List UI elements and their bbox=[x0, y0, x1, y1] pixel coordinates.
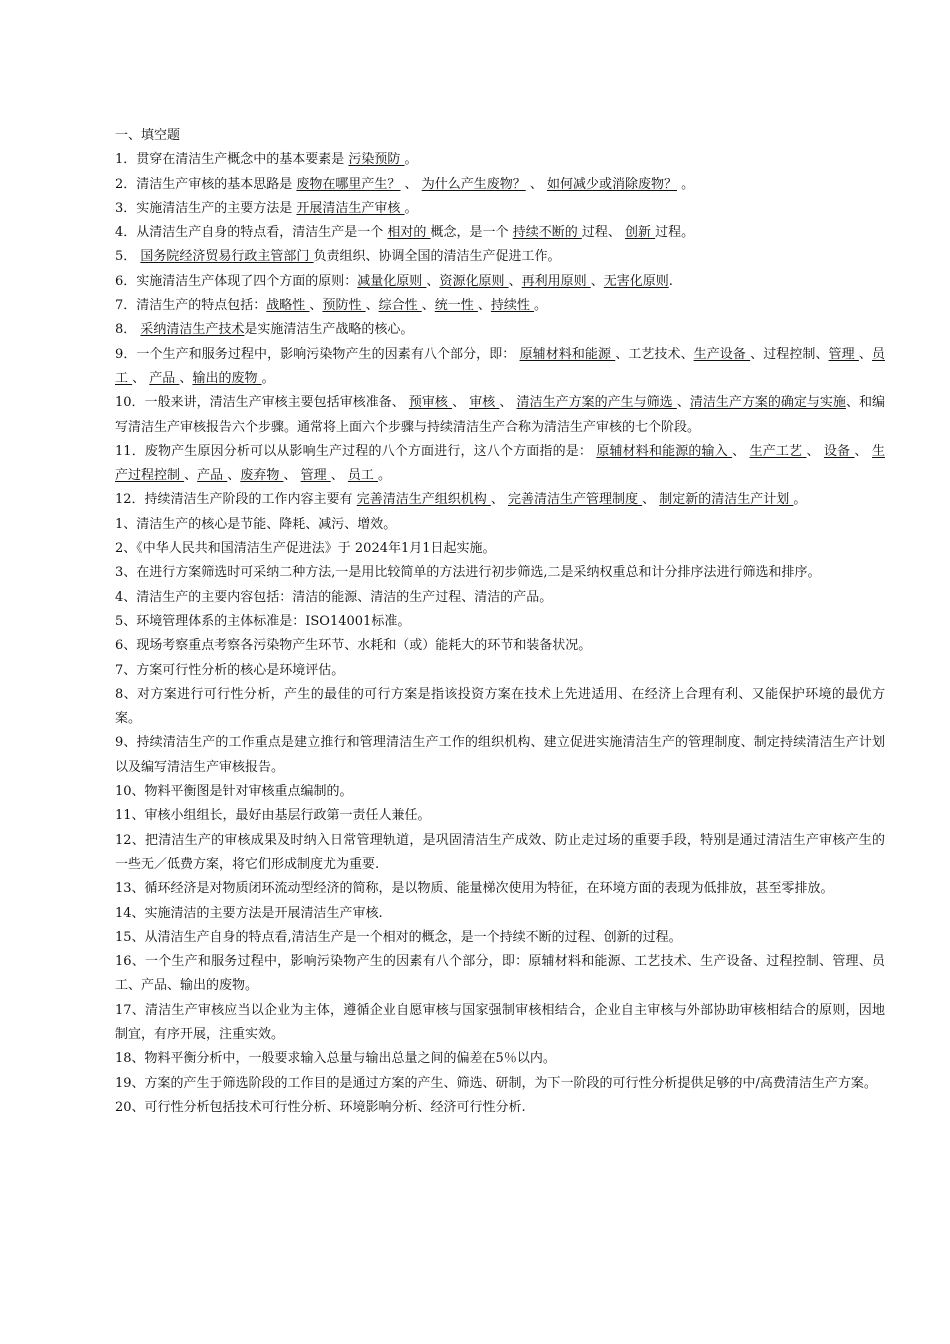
answer-blank: 管理 bbox=[300, 468, 331, 484]
answer-blank: 产品 bbox=[197, 468, 228, 484]
statement-item: 11、审核小组组长，最好由基层行政第一责任人兼任。 bbox=[115, 808, 431, 824]
statement-item: 4、清洁生产的主要内容包括：清洁的能源、清洁的生产过程、清洁的产品。 bbox=[115, 589, 553, 605]
statement-item: 17、清洁生产审核应当以企业为主体，遵循企业自愿审核与国家强制审核相结合，企业自主审核与外部协助审核相结合的原则，因地制宜，有序开展，注重实效。 bbox=[115, 1002, 885, 1042]
statement-item: 6、现场考察重点考察各污染物产生环节、水耗和（或）能耗大的环节和装备状况。 bbox=[115, 638, 592, 654]
question-text: 、和编写清洁生产审核报告六个步骤。通常将上面六个步骤与持续清洁生产合称为清洁生产审核的七个阶段。 bbox=[115, 395, 885, 435]
statement-item: 16、一个生产和服务过程中，影响污染物产生的因素有八个部分，即：原辅材料和能源、工艺技术、生产设备、过程控制、管理、员工、产品、输出的废物。 bbox=[115, 954, 885, 994]
fill-in-question bbox=[115, 148, 885, 172]
fill-in-question bbox=[115, 318, 885, 342]
statement-item: 3、在进行方案筛选时可采纳二种方法,一是用比较简单的方法进行初步筛选,二是采纳权重总和计分排序法进行筛选和排序。 bbox=[115, 565, 821, 581]
statement-list bbox=[115, 513, 885, 1120]
question-text: 10．一般来讲，清洁生产审核主要包括审核准备、 bbox=[115, 395, 409, 411]
answer-blank: 无害化原则 bbox=[603, 273, 669, 289]
fill-in-question bbox=[115, 270, 885, 294]
answer-blank: 预防性 bbox=[322, 298, 366, 314]
statement-item: 19、方案的产生于筛选阶段的工作目的是通过方案的产生、筛选、研制，为下一阶段的可行性分析提供足够的中/高费清洁生产方案。 bbox=[115, 1075, 877, 1091]
answer-blank: 完善清洁生产管理制度 bbox=[507, 492, 643, 508]
fill-in-question bbox=[115, 197, 885, 221]
question-text: 是实施清洁生产战略的核心。 bbox=[244, 322, 414, 338]
question-text: 、 bbox=[732, 443, 750, 459]
question-text: 。 bbox=[676, 176, 695, 192]
answer-blank: 国务院经济贸易行政主管部门 bbox=[140, 249, 314, 265]
question-text: 概念，是一个 bbox=[430, 225, 513, 241]
question-text: . bbox=[668, 273, 673, 289]
question-text: 、 bbox=[590, 273, 604, 289]
statement-item: 20、可行性分析包括技术可行性分析、环境影响分析、经济可行性分析. bbox=[115, 1099, 526, 1115]
question-text: 、 bbox=[283, 468, 301, 484]
document-page bbox=[115, 124, 885, 1120]
question-text: 、 bbox=[132, 370, 150, 386]
question-text: 2．清洁生产审核的基本思路是 bbox=[115, 176, 297, 192]
question-text: 过程、 bbox=[581, 225, 625, 241]
answer-blank: 完善清洁生产组织机构 bbox=[356, 492, 491, 508]
fill-in-question bbox=[115, 488, 885, 512]
fill-in-question bbox=[115, 343, 885, 392]
statement-item: 14、实施清洁的主要方法是开展清洁生产审核. bbox=[115, 905, 383, 921]
answer-blank: 废弃物 bbox=[240, 468, 284, 484]
answer-blank: 战略性 bbox=[266, 298, 310, 314]
question-text: 、 bbox=[365, 298, 379, 314]
answer-blank: 清洁生产方案的确定与实施 bbox=[689, 395, 846, 411]
statement-item: 15、从清洁生产自身的特点看,清洁生产是一个相对的概念，是一个持续不断的过程、创新的过程。 bbox=[115, 929, 682, 945]
question-text: 4．从清洁生产自身的特点看，清洁生产是一个 bbox=[115, 225, 388, 241]
fill-in-question bbox=[115, 440, 885, 489]
fill-in-question bbox=[115, 245, 885, 269]
answer-blank: 制定新的清洁生产计划 bbox=[659, 492, 794, 508]
fill-in-question bbox=[115, 294, 885, 318]
question-text: 3．实施清洁生产的主要方法是 bbox=[115, 200, 297, 216]
fill-in-question bbox=[115, 173, 885, 197]
answer-blank: 管理 bbox=[828, 346, 859, 362]
statement-item: 13、循环经济是对物质闭环流动型经济的简称，是以物质、能量梯次使用为特征，在环境方面的表现为低排放，甚至零排放。 bbox=[115, 881, 834, 897]
answer-blank: 持续不断的 bbox=[512, 225, 582, 241]
question-text: 、 bbox=[421, 298, 435, 314]
statement-item: 10、物料平衡图是针对审核重点编制的。 bbox=[115, 784, 353, 800]
question-text: 、 bbox=[179, 370, 193, 386]
question-text: 、 bbox=[508, 273, 522, 289]
answer-blank: 如何减少或消除废物？ bbox=[546, 176, 677, 192]
question-text: 、 bbox=[330, 468, 348, 484]
question-text: 7．清洁生产的特点包括： bbox=[115, 298, 267, 314]
question-text: 、 bbox=[858, 346, 872, 362]
answer-blank: 生产过程控制 bbox=[115, 443, 885, 484]
answer-blank: 综合性 bbox=[378, 298, 422, 314]
fill-in-question bbox=[115, 391, 885, 440]
fill-in-question-list bbox=[115, 148, 885, 512]
answer-blank: 污染预防 bbox=[348, 152, 405, 168]
answer-blank: 员工 bbox=[347, 468, 379, 484]
question-text: 、过程控制、 bbox=[750, 346, 829, 362]
question-text: 12．持续清洁生产阶段的工作内容主要有 bbox=[115, 492, 357, 508]
answer-blank: 废物在哪里产生？ bbox=[296, 176, 401, 192]
statement-item: 1、清洁生产的核心是节能、降耗、减污、增效。 bbox=[115, 516, 397, 532]
answer-blank: 产品 bbox=[149, 370, 180, 386]
statement-item: 9、持续清洁生产的工作重点是建立推行和管理清洁生产工作的组织机构、建立促进实施清洁生产的管理制度、制定持续清洁生产计划以及编写清洁生产审核报告。 bbox=[115, 735, 885, 775]
question-text: 、 bbox=[642, 492, 660, 508]
question-text: 。 bbox=[404, 200, 418, 216]
question-text: 8． bbox=[115, 322, 141, 338]
fill-in-question bbox=[115, 221, 885, 245]
answer-blank: 再利用原则 bbox=[521, 273, 591, 289]
question-text: 、 bbox=[676, 395, 690, 411]
statement-item: 5、环境管理体系的主体标准是：ISO14001标准。 bbox=[115, 613, 411, 629]
question-text: 、 bbox=[806, 443, 824, 459]
question-text: 、 bbox=[309, 298, 323, 314]
question-text: 、 bbox=[854, 443, 872, 459]
answer-blank: 员工 bbox=[115, 346, 885, 386]
answer-blank: 为什么产生废物？ bbox=[421, 176, 526, 192]
answer-blank: 相对的 bbox=[387, 225, 431, 241]
question-text: 、 bbox=[490, 492, 508, 508]
answer-blank: 预审核 bbox=[408, 395, 453, 411]
question-text: 1．贯穿在清洁生产概念中的基本要素是 bbox=[115, 152, 349, 168]
question-text: 、 bbox=[184, 468, 198, 484]
question-text: 。 bbox=[261, 370, 275, 386]
question-text: 负责组织、协调全国的清洁生产促进工作。 bbox=[313, 249, 561, 265]
question-text: 。 bbox=[404, 152, 418, 168]
question-text: 5． bbox=[115, 249, 141, 265]
question-text: 、 bbox=[452, 395, 470, 411]
statement-item: 18、物料平衡分析中，一般要求输入总量与输出总量之间的偏差在5％以内。 bbox=[115, 1051, 556, 1067]
answer-blank: 持续性 bbox=[490, 298, 535, 314]
answer-blank: 资源化原则 bbox=[439, 273, 509, 289]
question-text: 9．一个生产和服务过程中，影响污染物产生的因素有八个部分，即： bbox=[115, 346, 520, 362]
question-text: 过程。 bbox=[655, 225, 695, 241]
question-text: 、 bbox=[499, 395, 517, 411]
answer-blank: 清洁生产方案的产生与筛选 bbox=[516, 395, 677, 411]
question-text: 、 bbox=[426, 273, 440, 289]
question-text: 、 bbox=[400, 176, 422, 192]
answer-blank: 原辅材料和能源 bbox=[519, 346, 616, 362]
question-text: 、 bbox=[525, 176, 547, 192]
question-text: 、 bbox=[227, 468, 241, 484]
question-text: 6．实施清洁生产体现了四个方面的原则： bbox=[115, 273, 358, 289]
question-text: 。 bbox=[793, 492, 807, 508]
question-text: 、 bbox=[477, 298, 491, 314]
question-text: 。 bbox=[378, 468, 392, 484]
question-text: 11．废物产生原因分析可以从影响生产过程的八个方面进行，这八个方面指的是： bbox=[115, 443, 597, 459]
answer-blank: 生产设备 bbox=[693, 346, 751, 362]
answer-blank: 输出的废物 bbox=[192, 370, 262, 386]
statement-item: 7、方案可行性分析的核心是环境评估。 bbox=[115, 662, 345, 678]
answer-blank: 审核 bbox=[469, 395, 500, 411]
statement-item: 12、把清洁生产的审核成果及时纳入日常管理轨道，是巩固清洁生产成效、防止走过场的重要手段，特别是通过清洁生产审核产生的一些无／低费方案，将它们形成制度尤为重要. bbox=[115, 832, 885, 872]
statement-item: 8、对方案进行可行性分析，产生的最佳的可行方案是指该投资方案在技术上先进适用、在经济上合理有利、又能保护环境的最优方案。 bbox=[115, 686, 885, 727]
question-text: 。 bbox=[534, 298, 548, 314]
answer-blank: 采纳清洁生产技术 bbox=[140, 322, 245, 338]
answer-blank: 创新 bbox=[624, 225, 656, 241]
answer-blank: 统一性 bbox=[434, 298, 478, 314]
question-text: 、工艺技术、 bbox=[615, 346, 694, 362]
section-heading: 一、填空题 bbox=[115, 128, 181, 143]
answer-blank: 开展清洁生产审核 bbox=[296, 200, 405, 216]
answer-blank: 设备 bbox=[823, 443, 855, 459]
answer-blank: 原辅材料和能源的输入 bbox=[596, 443, 733, 459]
statement-item: 2、《中华人民共和国清洁生产促进法》于 2024年1月1日起实施。 bbox=[115, 541, 496, 557]
answer-blank: 减量化原则 bbox=[357, 273, 427, 289]
answer-blank: 生产工艺 bbox=[749, 443, 807, 459]
